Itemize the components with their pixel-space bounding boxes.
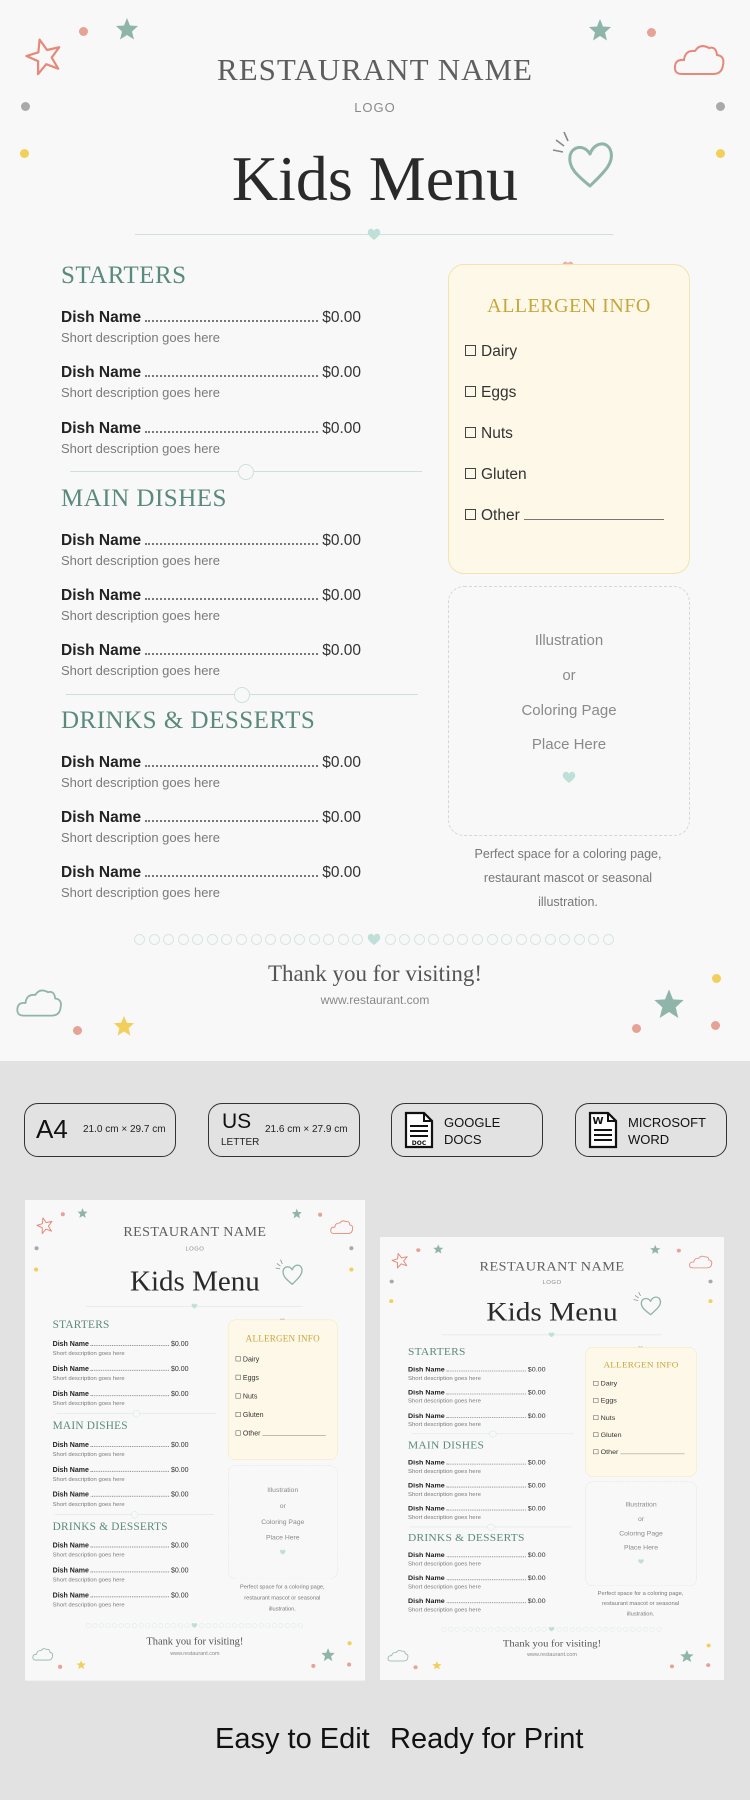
allergen-item-gluten: Gluten [465, 466, 527, 484]
easy-to-edit-label: Easy to Edit [215, 1723, 370, 1755]
badge-gdocs-line2: DOCS [444, 1132, 482, 1147]
dish-description: Short description goes here [407, 1490, 481, 1498]
dish-description: Short description goes here [61, 330, 220, 345]
allergen-info-box [228, 1320, 338, 1460]
dotted-leader [145, 320, 318, 322]
dish-price: $0.00 [527, 1551, 546, 1559]
cloud-icon [31, 1646, 54, 1662]
star-icon [680, 1649, 695, 1662]
menu-item [53, 1365, 189, 1381]
dish-name: Dish Name [407, 1482, 445, 1490]
svg-text:W: W [592, 1116, 604, 1127]
dotted-leader [145, 375, 318, 377]
dotted-leader [145, 765, 318, 767]
menu-item [408, 1412, 546, 1427]
dish-price: $0.00 [527, 1412, 546, 1420]
menu-item [408, 1482, 546, 1497]
dotted-leader [145, 653, 318, 655]
dish-price: $0.00 [170, 1541, 189, 1550]
dish-price: $0.00 [322, 754, 361, 771]
dish-description: Short description goes here [407, 1397, 481, 1404]
dish-price: $0.00 [170, 1390, 189, 1398]
dish-price: $0.00 [527, 1597, 546, 1605]
dish-description: Short description goes here [52, 1374, 125, 1382]
menu-item [408, 1552, 546, 1567]
allergen-title: ALLERGEN INFO [245, 1333, 320, 1344]
illustration-note: Perfect space for a coloring page, restaurant mascot or seasonal illustration. [239, 1583, 325, 1612]
dish-name: Dish Name [407, 1388, 445, 1397]
heart-icon [191, 1303, 197, 1309]
coral-dot [416, 1248, 420, 1252]
thank-you-text: Thank you for visiting! [268, 961, 482, 986]
restaurant-name: RESTAURANT NAME [479, 1258, 625, 1274]
heart-icon [638, 1559, 644, 1564]
checkbox-icon [593, 1415, 598, 1420]
menu-item [61, 532, 361, 568]
dotted-leader [447, 1371, 526, 1372]
menu-item [53, 1390, 189, 1406]
menu-title: Kids Menu [486, 1296, 618, 1327]
dish-price: $0.00 [527, 1388, 546, 1397]
circle-divider [134, 932, 614, 946]
dish-description: Short description goes here [52, 1575, 125, 1583]
dotted-leader [91, 1571, 169, 1572]
dish-price: $0.00 [170, 1465, 189, 1474]
star-icon [113, 1015, 135, 1037]
cloud-icon [386, 1648, 409, 1663]
menu-item [61, 364, 361, 400]
menu-item [53, 1591, 189, 1607]
badge-a4-big: A4 [36, 1114, 68, 1144]
dish-name: Dish Name [52, 1364, 89, 1373]
dish-price: $0.00 [527, 1459, 546, 1467]
star-icon [291, 1208, 302, 1219]
checkbox-icon [236, 1412, 241, 1417]
allergen-title: ALLERGEN INFO [603, 1360, 679, 1370]
divider-circle [487, 1524, 494, 1531]
dish-description: Short description goes here [407, 1421, 481, 1428]
svg-text:DOC: DOC [411, 1140, 427, 1147]
menu-item [61, 809, 361, 845]
dotted-leader [145, 543, 318, 545]
dish-name: Dish Name [407, 1551, 445, 1559]
dotted-leader [91, 1446, 169, 1447]
dish-description: Short description goes here [407, 1467, 481, 1475]
restaurant-url: www.restaurant.com [527, 1651, 577, 1658]
menu-title: Kids Menu [130, 1264, 260, 1297]
dish-description: Short description goes here [52, 1399, 125, 1407]
preview-us-content [380, 1237, 724, 1680]
menu-item [53, 1542, 189, 1558]
allergen-item-nuts: Nuts [593, 1414, 615, 1422]
dotted-leader [91, 1496, 169, 1497]
dish-price: $0.00 [170, 1490, 189, 1499]
dish-name: Dish Name [61, 309, 142, 326]
document-icon [404, 1111, 434, 1149]
illustration-placeholder [448, 586, 690, 836]
dish-price: $0.00 [322, 587, 361, 604]
badge-word-line1: MICROSOFT [628, 1115, 706, 1130]
checkbox-icon [465, 345, 476, 356]
dish-price: $0.00 [322, 642, 361, 659]
illustration-text: or [562, 667, 576, 684]
checkbox-icon [593, 1398, 598, 1403]
section-title-main-dishes: MAIN DISHES [52, 1419, 128, 1432]
menu-item [408, 1459, 546, 1474]
dish-description: Short description goes here [61, 608, 220, 623]
badge-us-letter [208, 1103, 360, 1157]
word-document-icon [588, 1111, 618, 1149]
illustration-placeholder [228, 1465, 338, 1578]
heart-icon [548, 1332, 554, 1337]
allergen-item-nuts: Nuts [465, 425, 513, 443]
dish-price: $0.00 [322, 809, 361, 826]
menu-item [53, 1441, 189, 1457]
thank-you-text: Thank you for visiting! [502, 1638, 602, 1649]
checkbox-icon [593, 1450, 598, 1455]
menu-item [53, 1340, 189, 1356]
allergen-item-dairy: Dairy [236, 1355, 260, 1363]
dish-price: $0.00 [322, 364, 361, 381]
allergen-item-eggs: Eggs [236, 1374, 259, 1382]
heart-icon [191, 1622, 197, 1628]
star-icon [77, 1208, 88, 1219]
dish-price: $0.00 [527, 1505, 546, 1513]
allergen-item-dairy: Dairy [465, 343, 517, 361]
star-icon [115, 17, 139, 41]
star-icon [650, 1245, 661, 1255]
dish-price: $0.00 [527, 1482, 546, 1490]
dotted-leader [91, 1471, 169, 1472]
menu-item [53, 1566, 189, 1582]
coral-dot [647, 28, 656, 37]
star-icon [653, 988, 685, 1020]
illustration-text: or [279, 1502, 286, 1510]
allergen-item-other: Other [236, 1430, 326, 1438]
allergen-item-other: Other [593, 1449, 684, 1457]
dotted-leader [145, 431, 318, 433]
dish-name: Dish Name [61, 532, 142, 549]
preview-page-clone [380, 1237, 724, 1680]
coral-dot [61, 1212, 65, 1216]
dish-name: Dish Name [52, 1591, 89, 1600]
checkbox-icon [236, 1431, 241, 1436]
divider-circle [234, 687, 250, 703]
star-icon [433, 1244, 444, 1254]
dish-description: Short description goes here [52, 1349, 125, 1357]
illustration-text: Place Here [531, 736, 607, 753]
dish-description: Short description goes here [407, 1374, 481, 1382]
allergen-item-eggs: Eggs [465, 384, 516, 402]
dotted-leader [447, 1417, 526, 1418]
dotted-leader [91, 1370, 169, 1371]
dish-price: $0.00 [170, 1339, 189, 1348]
allergen-item-dairy: Dairy [593, 1380, 617, 1388]
ready-for-print-label: Ready for Print [390, 1723, 584, 1755]
divider-circle [133, 1410, 140, 1417]
thank-you-text: Thank you for visiting! [146, 1635, 244, 1647]
heart-icon [280, 1549, 286, 1555]
cloud-icon [14, 985, 64, 1021]
restaurant-name: RESTAURANT NAME [123, 1223, 267, 1240]
dotted-leader [447, 1602, 526, 1603]
badge-google-docs [391, 1103, 543, 1157]
dish-name: Dish Name [407, 1366, 445, 1374]
section-title-main-dishes: MAIN DISHES [61, 485, 227, 512]
dotted-leader [447, 1464, 526, 1465]
dotted-leader [91, 1345, 169, 1346]
allergen-info-box [585, 1347, 696, 1476]
dish-description: Short description goes here [407, 1560, 481, 1567]
dotted-leader [447, 1556, 526, 1557]
dish-price: $0.00 [170, 1566, 189, 1575]
illustration-note: Perfect space for a coloring page, restaurant mascot or seasonal illustration. [597, 1590, 684, 1617]
menu-item [53, 1466, 189, 1482]
dish-price: $0.00 [527, 1574, 546, 1582]
dish-description: Short description goes here [52, 1500, 125, 1508]
preview-a4-content [25, 1200, 365, 1681]
menu-item [408, 1598, 546, 1613]
illustration-text: Illustration [534, 632, 604, 649]
checkbox-icon [593, 1381, 598, 1386]
dish-name: Dish Name [407, 1412, 445, 1420]
dish-name: Dish Name [52, 1339, 89, 1348]
coral-dot [413, 1665, 417, 1669]
allergen-item-gluten: Gluten [593, 1432, 621, 1440]
star-icon [432, 1661, 442, 1670]
section-title-drinks-desserts: DRINKS & DESSERTS [61, 707, 316, 734]
allergen-item-gluten: Gluten [236, 1411, 264, 1419]
dish-description: Short description goes here [407, 1583, 481, 1590]
menu-item [408, 1389, 546, 1404]
logo-placeholder: LOGO [185, 1245, 205, 1253]
coral-dot [711, 1021, 720, 1030]
dish-description: Short description goes here [61, 441, 220, 456]
dotted-leader [447, 1579, 526, 1580]
dish-name: Dish Name [52, 1566, 89, 1575]
circle-divider [86, 1622, 303, 1628]
section-title-starters: STARTERS [61, 262, 187, 289]
menu-item [61, 309, 361, 345]
allergen-item-eggs: Eggs [593, 1397, 617, 1405]
illustration-note: Perfect space for a coloring page, restaurant mascot or seasonal illustration. [474, 847, 662, 909]
coral-dot [58, 1665, 62, 1669]
dish-price: $0.00 [322, 420, 361, 437]
menu-item [61, 587, 361, 623]
illustration-text: Illustration [267, 1486, 299, 1494]
dish-description: Short description goes here [52, 1600, 125, 1608]
dish-name: Dish Name [52, 1541, 89, 1550]
badge-microsoft-word [575, 1103, 727, 1157]
dish-name: Dish Name [407, 1505, 445, 1513]
illustration-placeholder [585, 1482, 696, 1586]
illustration-text: Coloring Page [261, 1518, 305, 1526]
yellow-dot [707, 1644, 711, 1648]
checkbox-icon [465, 427, 476, 438]
menu-item [61, 420, 361, 456]
dish-name: Dish Name [61, 809, 142, 826]
badge-us-big: US [222, 1110, 252, 1133]
logo-placeholder: LOGO [542, 1278, 562, 1286]
illustration-text: or [637, 1515, 645, 1523]
dish-name: Dish Name [61, 587, 142, 604]
dish-name: Dish Name [61, 420, 142, 437]
restaurant-url: www.restaurant.com [320, 993, 430, 1007]
dotted-leader [447, 1487, 526, 1488]
checkbox-icon [465, 386, 476, 397]
menu-item [408, 1505, 546, 1520]
preview-a4 [25, 1200, 365, 1680]
dish-description: Short description goes here [61, 830, 220, 845]
restaurant-url: www.restaurant.com [170, 1649, 220, 1657]
coral-dot [347, 1663, 351, 1667]
dish-price: $0.00 [170, 1591, 189, 1600]
dish-name: Dish Name [407, 1574, 445, 1582]
dish-price: $0.00 [170, 1364, 189, 1373]
dish-price: $0.00 [170, 1440, 189, 1449]
dish-description: Short description goes here [407, 1606, 481, 1613]
dotted-leader [91, 1547, 169, 1548]
coral-dot [73, 1026, 82, 1035]
dotted-leader [145, 598, 318, 600]
menu-item [53, 1491, 189, 1507]
divider-circle [489, 1431, 496, 1438]
preview-page-clone [25, 1200, 365, 1681]
star-icon [76, 1660, 86, 1670]
dotted-leader [91, 1395, 169, 1396]
dish-description: Short description goes here [61, 663, 220, 678]
section-title-starters: STARTERS [52, 1318, 110, 1331]
heart-icon [562, 771, 576, 784]
section-title-starters: STARTERS [407, 1346, 466, 1358]
dish-description: Short description goes here [52, 1475, 125, 1483]
allergen-item-other: Other [465, 507, 664, 525]
dotted-leader [447, 1394, 526, 1395]
star-icon [321, 1648, 335, 1662]
illustration-text: Coloring Page [619, 1530, 663, 1538]
coral-dot [311, 1664, 315, 1668]
dish-description: Short description goes here [61, 885, 220, 900]
heart-icon [548, 1626, 554, 1631]
badge-gdocs-line1: GOOGLE [444, 1115, 501, 1130]
badge-word-line2: WORD [628, 1132, 670, 1147]
dish-name: Dish Name [61, 642, 142, 659]
divider-circle [131, 1511, 138, 1518]
menu-title: Kids Menu [231, 143, 519, 214]
menu-item [61, 754, 361, 790]
dish-name: Dish Name [407, 1459, 445, 1467]
dish-name: Dish Name [61, 754, 142, 771]
coral-dot [670, 1665, 674, 1669]
logo-placeholder: LOGO [354, 100, 396, 115]
checkbox-icon [465, 468, 476, 479]
dish-name: Dish Name [407, 1597, 445, 1605]
badge-a4 [24, 1103, 176, 1157]
checkbox-icon [593, 1432, 598, 1437]
dish-description: Short description goes here [407, 1513, 481, 1521]
section-title-main-dishes: MAIN DISHES [407, 1439, 485, 1451]
allergen-item-nuts: Nuts [236, 1393, 258, 1401]
dish-description: Short description goes here [61, 775, 220, 790]
heart-icon [367, 228, 381, 241]
illustration-text: Coloring Page [521, 702, 617, 719]
dotted-leader [145, 820, 318, 822]
dotted-leader [447, 1510, 526, 1511]
dish-description: Short description goes here [52, 1551, 125, 1558]
coral-dot [318, 1213, 322, 1217]
checkbox-icon [465, 509, 476, 520]
menu-item [408, 1366, 546, 1381]
dish-name: Dish Name [52, 1440, 89, 1449]
dish-description: Short description goes here [61, 385, 220, 400]
yellow-dot [712, 974, 721, 983]
dish-price: $0.00 [527, 1366, 546, 1374]
badge-a4-size: 21.0 cm × 29.7 cm [83, 1124, 166, 1135]
badge-us-size: 21.6 cm × 27.9 cm [265, 1124, 348, 1135]
dish-name: Dish Name [61, 864, 142, 881]
illustration-text: Place Here [265, 1533, 300, 1542]
dotted-leader [91, 1596, 169, 1597]
checkbox-icon [236, 1356, 241, 1361]
coral-dot [677, 1249, 681, 1253]
preview-us-letter [380, 1237, 724, 1680]
coral-dot [79, 27, 88, 36]
checkbox-icon [236, 1375, 241, 1380]
dish-name: Dish Name [52, 1465, 89, 1474]
menu-item [408, 1575, 546, 1590]
menu-item [61, 864, 361, 900]
badge-us-sub: LETTER [221, 1137, 260, 1148]
dish-price: $0.00 [322, 864, 361, 881]
menu-item [61, 642, 361, 678]
star-icon [588, 18, 612, 42]
heart-icon [367, 933, 381, 946]
dish-price: $0.00 [322, 532, 361, 549]
dotted-leader [145, 875, 318, 877]
section-title-drinks-desserts: DRINKS & DESSERTS [407, 1532, 525, 1544]
dish-name: Dish Name [52, 1390, 89, 1398]
dish-price: $0.00 [322, 309, 361, 326]
illustration-text: Place Here [623, 1544, 659, 1552]
dish-name: Dish Name [61, 364, 142, 381]
dish-description: Short description goes here [52, 1450, 125, 1458]
checkbox-icon [236, 1393, 241, 1398]
fill-in-line [524, 519, 664, 520]
restaurant-name: RESTAURANT NAME [217, 52, 533, 87]
circle-divider [441, 1626, 661, 1632]
coral-dot [632, 1024, 641, 1033]
illustration-text: Illustration [625, 1500, 657, 1508]
allergen-info-box [448, 264, 690, 574]
section-title-drinks-desserts: DRINKS & DESSERTS [52, 1520, 168, 1533]
dish-name: Dish Name [52, 1490, 89, 1499]
dish-description: Short description goes here [61, 553, 220, 568]
allergen-title: ALLERGEN INFO [487, 295, 651, 317]
coral-dot [706, 1663, 710, 1667]
divider-circle [238, 464, 254, 480]
yellow-dot [348, 1641, 352, 1645]
